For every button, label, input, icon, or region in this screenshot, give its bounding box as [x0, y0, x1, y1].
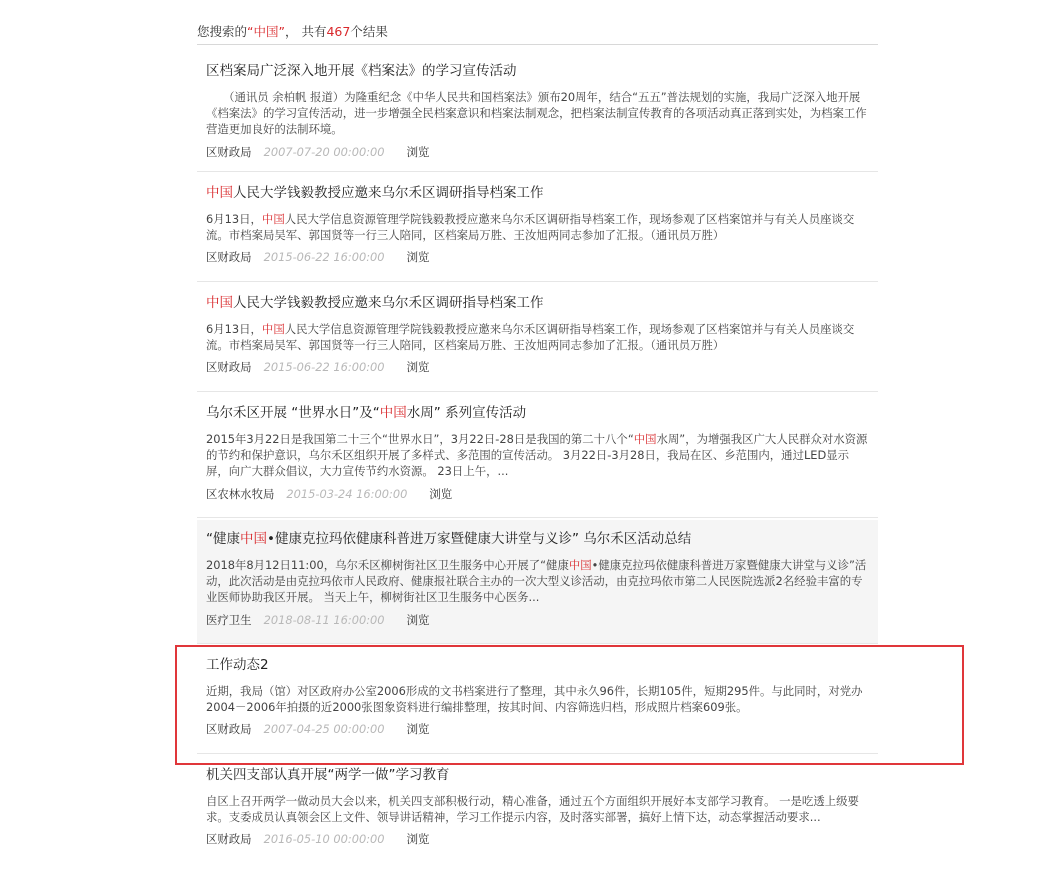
result-meta: [206, 720, 869, 738]
keyword-highlight: 中国: [568, 558, 592, 572]
view-link[interactable]: 浏览: [406, 722, 430, 737]
text-segment: 自区上召开两学一做动员大会以来，机关四支部积极行动，精心准备，通过五个方面组织开展好本支部学习教育。 一是吃透上级要求。支委成员认真领会区上文件、领导讲话精神，学习工作提示内容，及时落实部署，搞好上情下达，动态掌握活动要求...: [206, 794, 859, 825]
result-item: [197, 520, 878, 644]
text-segment: 近期，我局（馆）对区政府办公室2006形成的文书档案进行了整理，其中永久96件，长期105件，短期295件。与此同时，对党办2004－2006年拍摄的近2000张图象资料进行编排整理，按其时间、内容筛选归档，形成照片档案609张。: [206, 684, 863, 715]
result-title-link[interactable]: [206, 293, 869, 313]
result-date: 2007-04-25 00:00:00: [263, 722, 385, 737]
text-segment: 水周” 系列宣传活动: [406, 405, 527, 421]
result-department: 区财政局: [206, 360, 252, 375]
result-meta: [206, 358, 869, 376]
result-department: 医疗卫生: [206, 612, 252, 627]
view-link[interactable]: 浏览: [406, 612, 430, 627]
view-link[interactable]: 浏览: [429, 486, 453, 501]
result-item: [197, 646, 878, 754]
summary-prefix: 您搜索的: [197, 24, 248, 39]
result-title-link[interactable]: [206, 765, 869, 785]
result-meta: [206, 485, 869, 503]
result-item: [197, 394, 878, 518]
text-segment: 乌尔禾区开展 “世界水日”及“: [206, 405, 380, 421]
text-segment: 6月13日，: [206, 322, 262, 336]
text-segment: •健康克拉玛依健康科普进万家暨健康大讲堂与义诊”活动，此次活动是由克拉玛依市人民政府、健康报社联合主办的一次大型义诊活动，由克拉玛依市第二人民医院选派2名经验丰富的专业医师协助我区开展。 当天上午，柳树街社区卫生服务中心医务...: [206, 558, 867, 605]
text-segment: •健康克拉玛依健康科普进万家暨健康大讲堂与义诊” 乌尔禾区活动总结: [267, 531, 692, 547]
text-segment: （通讯员 余柏帆 报道）为隆重纪念《中华人民共和国档案法》颁布20周年，结合“五五”普法规划的实施，我局广泛深入地开展《档案法》的学习宣传活动，进一步增强全民档案意识和档案法制观念，把档案法制宣传教育的各项活动真正落到实处，为档案工作营造更加良好的法制环境。: [206, 90, 867, 137]
text-segment: 2018年8月12日11:00，乌尔禾区柳树街社区卫生服务中心开展了“健康: [206, 558, 569, 572]
result-department: 区财政局: [206, 144, 252, 159]
result-department: 区财政局: [206, 832, 252, 847]
result-meta: [206, 830, 869, 848]
result-department: 区财政局: [206, 722, 252, 737]
text-segment: 人民大学钱毅教授应邀来乌尔禾区调研指导档案工作: [233, 185, 544, 201]
keyword-highlight: 中国: [261, 212, 285, 226]
summary-suffix: 个结果: [350, 24, 388, 39]
view-link[interactable]: 浏览: [406, 832, 430, 847]
text-segment: 人民大学信息资源管理学院钱毅教授应邀来乌尔禾区调研指导档案工作，现场参观了区档案馆并与有关人员座谈交流。市档案局吴军、郭国贤等一行三人陪同，区档案局万胜、王汝旭两同志参加了汇报。（通讯员万胜）: [206, 212, 855, 243]
result-title-link[interactable]: [206, 183, 869, 203]
result-date: 2015-03-24 16:00:00: [286, 486, 408, 501]
text-segment: “健康: [206, 531, 240, 547]
result-item: [197, 52, 878, 172]
view-link[interactable]: 浏览: [406, 360, 430, 375]
result-snippet: [206, 557, 869, 606]
text-segment: 水周”，为增强我区广大人民群众对水资源的节约和保护意识，乌尔禾区组织开展了多样式、多范围的宣传活动。 3月22日-3月28日，我局在区、乡范围内，通过LED显示屏，向广大群众倡议，大力宣传节约水资源。 23日上午，...: [206, 432, 868, 479]
summary-mid: ， 共有: [285, 24, 327, 39]
result-meta: [206, 611, 869, 629]
result-department: 区财政局: [206, 250, 252, 265]
result-date: 2015-06-22 16:00:00: [263, 360, 385, 375]
keyword-highlight: 中国: [633, 432, 657, 446]
view-link[interactable]: 浏览: [406, 144, 430, 159]
text-segment: 2015年3月22日是我国第二十三个“世界水日”，3月22日-28日是我国的第二十八个“: [206, 432, 634, 446]
result-item: [197, 284, 878, 392]
result-snippet: [206, 431, 869, 480]
result-title-link[interactable]: [206, 61, 869, 81]
keyword-highlight: 中国: [240, 531, 267, 547]
keyword-highlight: 中国: [206, 295, 233, 311]
view-link[interactable]: 浏览: [406, 250, 430, 265]
text-segment: 机关四支部认真开展“两学一做”学习教育: [206, 767, 450, 783]
text-segment: 6月13日，: [206, 212, 262, 226]
result-snippet: [206, 211, 869, 243]
result-meta: [206, 143, 869, 161]
result-date: 2015-06-22 16:00:00: [263, 250, 385, 265]
result-title-link[interactable]: [206, 403, 869, 423]
result-date: 2016-05-10 00:00:00: [263, 832, 385, 847]
summary-close-quote: ”: [278, 24, 285, 39]
result-title-link[interactable]: [206, 529, 869, 549]
result-item: [197, 756, 878, 880]
text-segment: 人民大学钱毅教授应邀来乌尔禾区调研指导档案工作: [233, 295, 544, 311]
keyword-highlight: 中国: [261, 322, 285, 336]
result-item: [197, 174, 878, 282]
result-snippet: [206, 793, 869, 825]
result-snippet: [206, 321, 869, 353]
text-segment: 人民大学信息资源管理学院钱毅教授应邀来乌尔禾区调研指导档案工作，现场参观了区档案馆并与有关人员座谈交流。市档案局吴军、郭国贤等一行三人陪同，区档案局万胜、王汝旭两同志参加了汇报。（通讯员万胜）: [206, 322, 855, 353]
summary-open-quote: “: [247, 24, 254, 39]
result-date: 2007-07-20 00:00:00: [263, 144, 385, 159]
result-meta: [206, 248, 869, 266]
search-keyword: 中国: [253, 24, 279, 39]
keyword-highlight: 中国: [206, 185, 233, 201]
result-snippet: [206, 89, 869, 138]
result-count: 467: [326, 24, 351, 39]
keyword-highlight: 中国: [379, 405, 407, 421]
text-segment: 工作动态2: [206, 657, 269, 673]
result-snippet: [206, 683, 869, 715]
result-title-link[interactable]: [206, 655, 869, 675]
search-summary: [197, 22, 878, 45]
result-department: 区农林水牧局: [206, 486, 275, 501]
result-date: 2018-08-11 16:00:00: [263, 612, 385, 627]
text-segment: 区档案局广泛深入地开展《档案法》的学习宣传活动: [206, 63, 517, 79]
